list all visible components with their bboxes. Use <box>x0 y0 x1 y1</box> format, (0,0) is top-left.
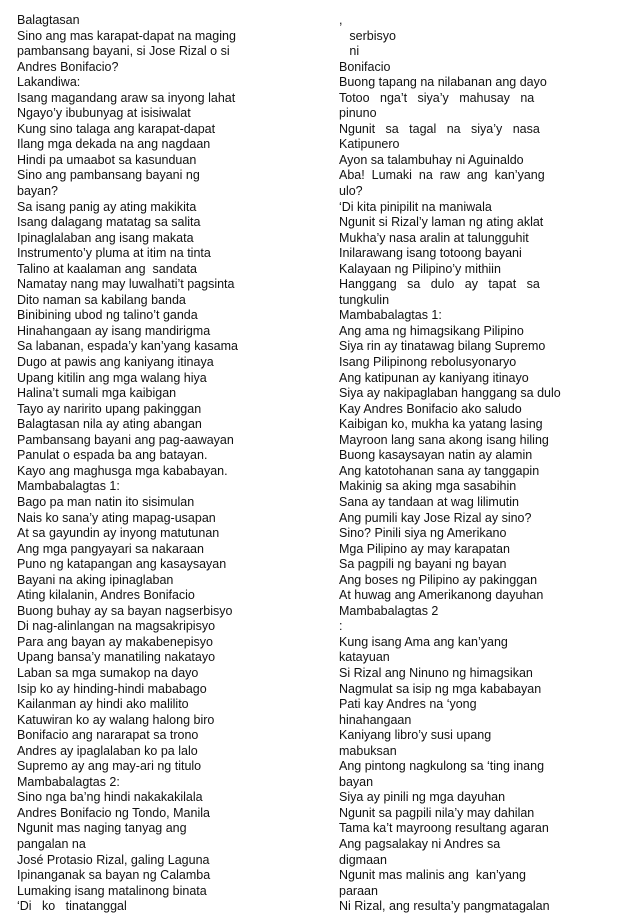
text-line: Hindi pa umaabot sa kasunduan <box>17 152 197 167</box>
text-line: Mambabalagtas 2 <box>339 603 439 618</box>
text-line: Buong buhay ay sa bayan nagserbisyo <box>17 603 233 618</box>
text-line: ulo? <box>339 184 363 199</box>
text-line: hinahangaan <box>339 712 412 727</box>
text-line: Kailanman ay hindi ako malilito <box>17 697 189 712</box>
text-line: pangalan na <box>17 836 86 851</box>
text-line: Sino? Pinili siya ng Amerikano <box>339 526 507 541</box>
text-line: Siya rin ay tinatawag bilang Supremo <box>339 339 546 354</box>
text-line: Andres Bonifacio? <box>17 59 119 74</box>
text-line: Buong tapang na nilabanan ang dayo <box>339 75 547 90</box>
text-line: Hinahangaan ay isang mandirigma <box>17 323 211 338</box>
text-line: Bayani na aking ipinaglaban <box>17 572 174 587</box>
text-line: José Protasio Rizal, galing Laguna <box>17 852 210 867</box>
text-line: Isang Pilipinong rebolusyonaryo <box>339 355 517 370</box>
text-line: mabuksan <box>339 743 397 758</box>
text-line: Si Rizal ang Ninuno ng himagsikan <box>339 665 533 680</box>
text-line: ‘Di kita pinipilit na maniwala <box>339 199 492 214</box>
text-line: Halina’t sumali mga kaibigan <box>17 386 177 401</box>
text-line: Di nag-alinlangan na magsakripisyo <box>17 619 216 634</box>
text-line: Ngunit mas malinis ang kan’yang <box>339 868 526 883</box>
text-line: Binibining ubod ng talino’t ganda <box>17 308 198 323</box>
text-line: Bonifacio ang nararapat sa trono <box>17 728 199 743</box>
text-line: Talino at kaalaman ang sandata <box>17 261 197 276</box>
text-line: Kung sino talaga ang karapat-dapat <box>17 121 216 136</box>
text-line: Kung isang Ama ang kan’yang <box>339 634 508 649</box>
right-text-column <box>339 13 571 915</box>
text-line: Andres ay ipaglalaban ko pa lalo <box>17 743 198 758</box>
text-line: Ipinaglalaban ang isang makata <box>17 230 194 245</box>
text-line: Ngunit sa tagal na siya’y nasa <box>339 121 540 136</box>
text-line: Sa isang panig ay ating makikita <box>17 199 197 214</box>
text-line: Sana ay tandaan at wag lilimutin <box>339 494 519 509</box>
text-line: Para ang bayan ay makabenepisyo <box>17 634 213 649</box>
text-line: Lakandiwa: <box>17 75 81 90</box>
text-line: , <box>339 13 343 27</box>
text-line: Ang katotohanan sana ay tanggapin <box>339 463 540 478</box>
text-line: pambansang bayani, si Jose Rizal o si <box>17 44 230 59</box>
text-line: Katipunero <box>339 137 400 152</box>
text-line: Bonifacio <box>339 59 391 74</box>
text-line: Sino ang mas karapat-dapat na maging <box>17 28 236 43</box>
text-line: Puno ng katapangan ang kasaysayan <box>17 557 227 572</box>
text-line: Balagtasan <box>17 13 80 27</box>
text-line: Panulat o espada ba ang batayan. <box>17 448 208 463</box>
text-line: Ang boses ng Pilipino ay pakinggan <box>339 572 538 587</box>
text-line: Ilang mga dekada na ang nagdaan <box>17 137 211 152</box>
text-line: bayan? <box>17 184 59 199</box>
text-line: bayan <box>339 774 374 789</box>
text-line: Aba! Lumaki na raw ang kan’yang <box>339 168 545 183</box>
text-line: Inilarawang isang totoong bayani <box>339 246 522 261</box>
text-line: Isang dalagang matatag sa salita <box>17 215 201 230</box>
text-line: Lumaking isang matalinong binata <box>17 883 207 898</box>
text-line: At huwag ang Amerikanong dayuhan <box>339 588 544 603</box>
text-line: Ating kilalanin, Andres Bonifacio <box>17 588 195 603</box>
text-line: Pambansang bayani ang pag-aawayan <box>17 432 234 447</box>
text-line: ‘Di ko tinatanggal <box>17 899 127 914</box>
text-line: Ang pumili kay Jose Rizal ay sino? <box>339 510 532 525</box>
text-line: digmaan <box>339 852 387 867</box>
text-line: Nais ko sana’y ating mapag-usapan <box>17 510 216 525</box>
text-line: Tayo ay naririto upang pakinggan <box>17 401 202 416</box>
text-line: Mayroon lang sana akong isang hiling <box>339 432 549 447</box>
text-line: Instrumento’y pluma at itim na tinta <box>17 246 211 261</box>
text-line: Ang mga pangyayari sa nakaraan <box>17 541 204 556</box>
text-line: Upang bansa’y manatiling nakatayo <box>17 650 216 665</box>
text-line: Ang ama ng himagsikang Pilipino <box>339 323 524 338</box>
text-line: Kay Andres Bonifacio ako saludo <box>339 401 522 416</box>
text-line: Makinig sa aking mga sasabihin <box>339 479 517 494</box>
text-line: Buong kasaysayan natin ay alamin <box>339 448 533 463</box>
text-line: Katuwiran ko ay walang halong biro <box>17 712 215 727</box>
text-line: Dugo at pawis ang kaniyang itinaya <box>17 355 214 370</box>
text-line: At sa gayundin ay inyong matutunan <box>17 526 220 541</box>
text-line: Pati kay Andres na ‘yong <box>339 697 477 712</box>
text-line: Ni Rizal, ang resulta’y pangmatagalan <box>339 899 550 914</box>
text-line: Kaibigan ko, mukha ka yatang lasing <box>339 417 543 432</box>
text-line: paraan <box>339 883 378 898</box>
text-line: Siya ay nakipaglaban hanggang sa dulo <box>339 386 561 401</box>
text-line: Dito naman sa kabilang banda <box>17 292 186 307</box>
text-line: Bago pa man natin ito sisimulan <box>17 494 195 509</box>
text-line: Kalayaan ng Pilipino’y mithiin <box>339 261 501 276</box>
text-line: Sino ang pambansang bayani ng <box>17 168 200 183</box>
text-line: Hanggang sa dulo ay tapat sa <box>339 277 540 292</box>
text-line: Sa labanan, espada’y kan’yang kasama <box>17 339 238 354</box>
text-line: Mga Pilipino ay may karapatan <box>339 541 510 556</box>
text-line: Mambabalagtas 1: <box>17 479 120 494</box>
text-line: tungkulin <box>339 292 390 307</box>
text-line: Ang pintong nagkulong sa ‘ting inang <box>339 759 545 774</box>
text-line: Mambabalagtas 2: <box>17 774 120 789</box>
text-line: Sa pagpili ng bayani ng bayan <box>339 557 507 572</box>
text-line: Andres Bonifacio ng Tondo, Manila <box>17 805 210 820</box>
left-text-column <box>17 13 257 915</box>
text-line: Ayon sa talambuhay ni Aguinaldo <box>339 152 524 167</box>
text-line: Mukha’y nasa aralin at talungguhit <box>339 230 529 245</box>
text-line: Kayo ang maghusga mga kababayan. <box>17 463 228 478</box>
text-line: Totoo nga’t siya’y mahusay na <box>339 90 535 105</box>
text-line: Ngunit si Rizal’y laman ng ating aklat <box>339 215 544 230</box>
text-line: Ang katipunan ay kaniyang itinayo <box>339 370 529 385</box>
text-line: Sino nga ba’ng hindi nakakakilala <box>17 790 203 805</box>
text-line: Nagmulat sa isip ng mga kababayan <box>339 681 542 696</box>
text-line: katayuan <box>339 650 390 665</box>
text-line: Kaniyang libro’y susi upang <box>339 728 492 743</box>
text-line: serbisyo <box>339 28 396 43</box>
text-line: Namatay nang may luwalhati’t pagsinta <box>17 277 235 292</box>
text-line: Ngayo’y ibubunyag at isisiwalat <box>17 106 191 121</box>
text-line: Ngunit sa pagpili nila’y may dahilan <box>339 805 535 820</box>
text-line: Upang kitilin ang mga walang hiya <box>17 370 207 385</box>
text-line: ni <box>339 44 360 59</box>
text-line: Isang magandang araw sa inyong lahat <box>17 90 236 105</box>
text-line: Tama ka’t mayroong resultang agaran <box>339 821 549 836</box>
text-line: Balagtasan nila ay ating abangan <box>17 417 202 432</box>
text-line: Siya ay pinili ng mga dayuhan <box>339 790 506 805</box>
text-line: Ipinanganak sa bayan ng Calamba <box>17 868 211 883</box>
text-line: pinuno <box>339 106 377 121</box>
text-line: : <box>339 619 343 634</box>
text-line: Ang pagsalakay ni Andres sa <box>339 836 501 851</box>
text-line: Laban sa mga sumakop na dayo <box>17 665 199 680</box>
text-line: Ngunit mas naging tanyag ang <box>17 821 187 836</box>
text-line: Isip ko ay hinding-hindi mababago <box>17 681 207 696</box>
text-line: Mambabalagtas 1: <box>339 308 442 323</box>
text-line: Supremo ay ang may-ari ng titulo <box>17 759 202 774</box>
